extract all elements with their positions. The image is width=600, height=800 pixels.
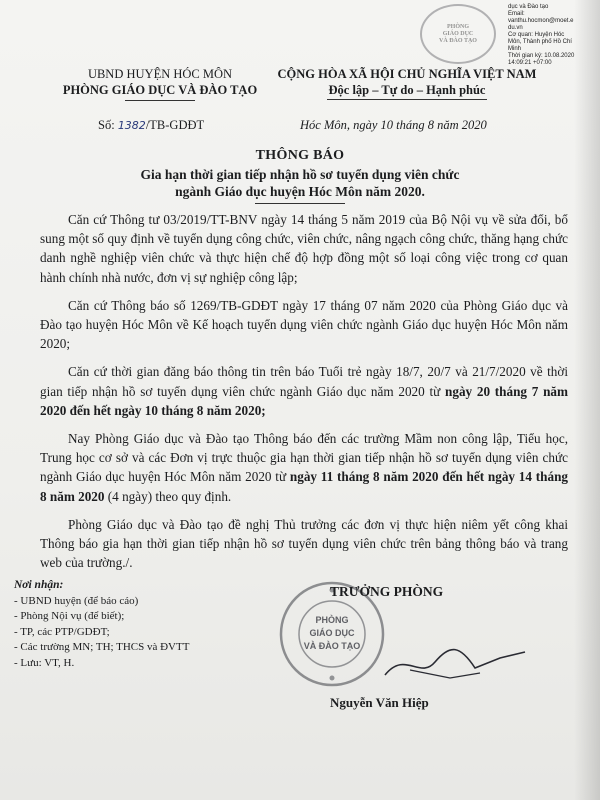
digital-signature-stamp [420,4,496,64]
org-parent: UBND HUYỆN HÓC MÔN [87,67,233,81]
recipient-item: - Lưu: VT, H. [14,656,75,669]
dstamp-line-1: PHÒNG [447,23,469,30]
paragraph-3-bold: ngày 20 tháng 7 năm 2020 đến hết ngày 10 tháng 8 năm 2020; [40,383,569,418]
signer-name: Nguyễn Văn Hiệp [330,695,429,710]
national-motto [262,66,552,100]
paragraph-3 [40,362,568,420]
paragraph-4-text: Nay Phòng Giáo dục và Đào tạo Thông báo đến các trường Mầm non công lập, Tiểu học, Trung học cơ sở và các Đơn vị trực thuộc gia hạn thời gian tiếp nhận hồ sơ tuyển dụng viên chức ngành Giáo dục huyện Hóc Môn năm 2020 từ [40,431,568,485]
dsig-line: Thời gian ký: 10.08.2020 [508,53,575,59]
subtitle-line-1: Gia hạn thời gian tiếp nhận hồ sơ tuyển dụng viên chức [140,167,460,182]
page-edge-shadow [574,0,600,800]
seal-line-1: PHÒNG [315,615,349,625]
recipients-block [14,578,274,671]
recipient-item: - Phòng Nội vụ (để biết); [14,610,125,622]
recipient-item: - Các trường MN; TH; THCS và ĐVTT [14,641,190,653]
so-suffix: /TB-GDĐT [145,118,205,132]
signer-title: TRƯỞNG PHÒNG [330,584,444,599]
document-subtitle [90,166,510,204]
org-name: PHÒNG GIÁO DỤC VÀ ĐÀO TẠO [62,83,258,97]
org-underline [125,100,195,101]
dsig-line: 14:09:21 +07:00 [508,60,552,66]
subtitle-underline [255,203,345,204]
nation-name: CỘNG HÒA XÃ HỘI CHỦ NGHĨA VIỆT NAM [277,67,537,81]
dsig-line: Môn, Thành phố Hồ Chí [508,39,572,45]
dsig-line: Email: [508,11,525,17]
paragraph-4-bold: ngày 11 tháng 8 năm 2020 đến hết ngày 14 tháng 8 năm 2020 [40,469,568,504]
dsig-line: vanthu.hocmon@moet.e [508,18,574,24]
document-body [40,210,568,581]
place-date: Hóc Môn, ngày 10 tháng 8 năm 2020 [300,118,487,132]
recipient-item: - UBND huyện (để báo cáo) [14,594,139,607]
digital-signature-info [508,4,598,67]
paragraph-4 [40,429,568,506]
paragraph-2: Căn cứ Thông báo số 1269/TB-GDĐT ngày 17 tháng 07 năm 2020 của Phòng Giáo dục và Đào tạo huyện Hóc Môn về Kế hoạch tuyển dụng viên chức ngành Giáo dục huyện Hóc Môn năm 2020; [40,297,568,352]
so-label: Số: [98,118,115,132]
dstamp-line-3: VÀ ĐÀO TẠO [439,37,477,44]
subtitle-line-2: ngành Giáo dục huyện Hóc Môn năm 2020. [175,184,425,199]
paragraph-3-text: Căn cứ thời gian đăng báo thông tin trên báo Tuổi trẻ ngày 18/7, 20/7 và 21/7/2020 về thời gian tiếp nhận hồ sơ tuyển dụng viên chức ngành Giáo dục năm 2020 từ [40,364,568,399]
motto-underline [327,99,487,100]
dstamp-line-2: GIÁO DỤC [442,30,474,37]
recipient-item: - TP, các PTP/GDĐT; [14,625,110,638]
dsig-line: Minh [508,46,522,52]
so-number-handwritten: 1382 [117,119,146,132]
handwritten-signature [380,640,530,690]
paragraph-1: Căn cứ Thông tư 03/2019/TT-BNV ngày 14 tháng 5 năm 2019 của Bộ Nội vụ về sửa đổi, bổ sung một số quy định về tuyển dụng công chức, viên chức, nâng ngạch công chức, thăng hạng chức danh nghề nghiệp viên chức và thực hiện chế độ hợp đồng một số loại công việc trong cơ quan hành chính nhà nước, đơn vị sự nghiệp công lập; [40,212,568,285]
recipients-heading: Nơi nhận: [14,579,64,591]
paragraph-4-tail: (4 ngày) theo quy định. [104,488,232,504]
motto: Độc lập – Tự do – Hạnh phúc [328,83,486,97]
document-number [98,118,204,133]
dsig-line: dục và Đào tạo [508,4,549,10]
document-title: THÔNG BÁO [255,148,345,163]
seal-line-3: VÀ ĐÀO TẠO [303,641,361,651]
seal-line-2: GIÁO DỤC [309,628,355,638]
paragraph-5: Phòng Giáo dục và Đào tạo đề nghị Thủ trưởng các đơn vị thực hiện niêm yết công khai Thông báo gia hạn thời gian tiếp nhận hồ sơ tuyển dụng viên chức trên bảng thông báo và trang web của trường./. [40,516,568,571]
dsig-line: Cơ quan: Huyện Hóc [508,32,565,38]
issuing-organization [55,66,265,101]
dsig-line: du.vn [508,25,523,31]
